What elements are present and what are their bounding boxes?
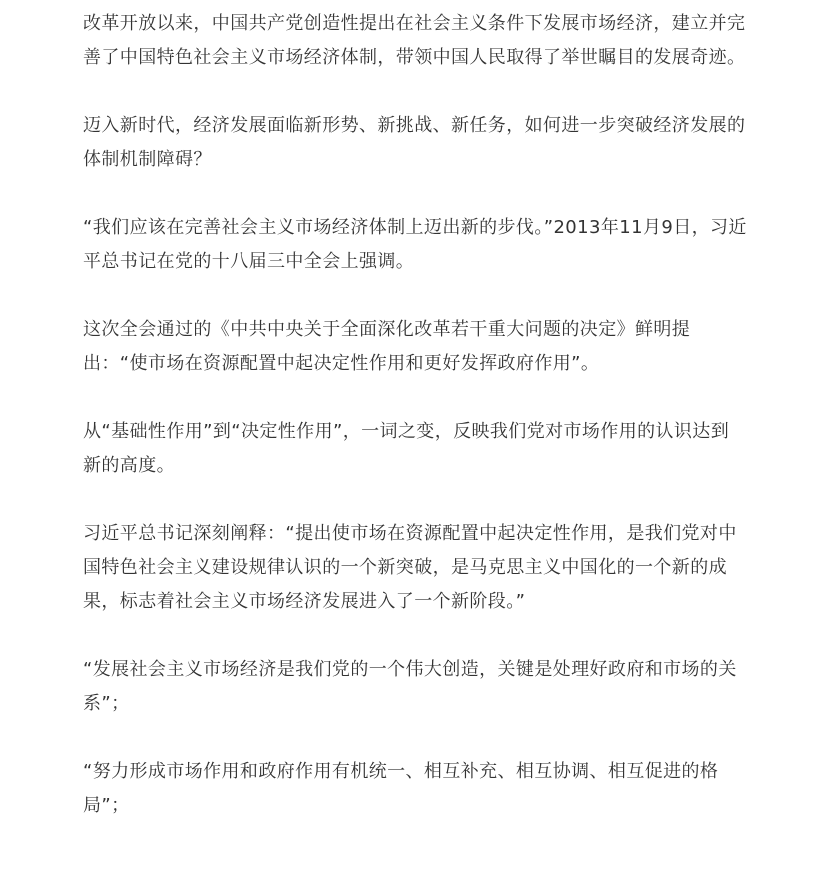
paragraph-xi-explanation: 习近平总书记深刻阐释：“提出使市场在资源配置中起决定性作用，是我们党对中国特色社会主义建设规律认识的一个新突破，是马克思主义中国化的一个新的成果，标志着社会主义市场经济发展进入了一个新阶段。” (83, 523, 737, 612)
paragraph-reform-opening: 改革开放以来，中国共产党创造性提出在社会主义条件下发展市场经济，建立并完善了中国特色社会主义市场经济体制，带领中国人民取得了举世瞩目的发展奇迹。 (83, 13, 746, 68)
paragraph-organic-unity: “努力形成市场作用和政府作用有机统一、相互补充、相互协调、相互促进的格局”； (83, 761, 719, 816)
paragraph-third-plenum-quote: “我们应该在完善社会主义市场经济体制上迈出新的步伐。”2013年11月9日，习近平总书记在党的十八届三中全会上强调。 (83, 217, 747, 272)
article-body (83, 0, 747, 857)
paragraph-decisive-role: 从“基础性作用”到“决定性作用”，一词之变，反映我们党对市场作用的认识达到新的高度。 (83, 421, 730, 476)
paragraph-new-era: 迈入新时代，经济发展面临新形势、新挑战、新任务，如何进一步突破经济发展的体制机制障碍？ (83, 115, 746, 170)
paragraph-government-market: “发展社会主义市场经济是我们党的一个伟大创造，关键是处理好政府和市场的关系”； (83, 659, 737, 714)
paragraph-plenum-decision: 这次全会通过的《中共中央关于全面深化改革若干重大问题的决定》鲜明提出：“使市场在资源配置中起决定性作用和更好发挥政府作用”。 (83, 319, 691, 374)
